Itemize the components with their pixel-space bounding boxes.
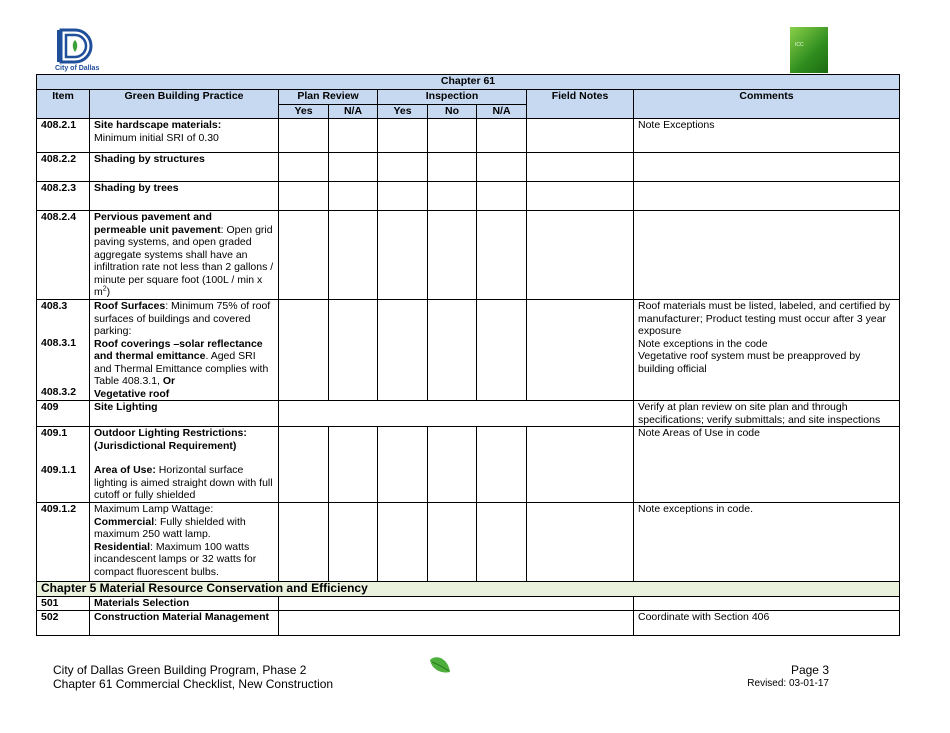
practice-cell: Maximum Lamp Wattage: Commercial: Fully shielded with maximum 250 watt lamp. Residential: Maximum 100 watts incandescent lamps or 32 watts for compact fluorescent bulbs. [90,503,279,582]
col-comments: Comments [634,90,900,119]
item-cell: 502 [37,610,90,635]
chapter-heading: Chapter 61 [37,75,900,90]
table-row [37,427,900,503]
plan-yes-cell[interactable] [279,300,329,401]
field-notes-cell[interactable] [527,182,634,211]
field-notes-cell[interactable] [527,300,634,401]
comments-cell: Note exceptions in code. [634,503,900,582]
practice-cell: Construction Material Management [90,610,279,635]
section-heading: Chapter 5 Material Resource Conservation and Efficiency [37,582,900,597]
col-inspection: Inspection [378,90,527,105]
dallas-d-icon [55,28,95,64]
practice-cell: Materials Selection [90,597,279,611]
comments-cell: Note Exceptions [634,119,900,153]
field-notes-cell[interactable] [527,153,634,182]
insp-no-cell[interactable] [428,427,477,503]
insp-yes-cell[interactable] [378,211,428,300]
comments-cell [634,597,900,611]
checklist-table [36,74,900,636]
insp-no-cell[interactable] [428,503,477,582]
leaf-icon [428,656,452,681]
plan-yes-cell[interactable] [279,153,329,182]
insp-yes-cell[interactable] [378,153,428,182]
footer-program: City of Dallas Green Building Program, Phase 2 [53,663,307,677]
item-cell: 408.3 408.3.1 408.3.2 [37,300,90,401]
footer-checklist: Chapter 61 Commercial Checklist, New Construction [53,677,334,691]
insp-no-cell[interactable] [428,119,477,153]
table-row [37,211,900,300]
merged-status-cell[interactable] [279,610,634,635]
logo-caption: City of Dallas [55,65,100,72]
insp-na-cell[interactable] [477,300,527,401]
merged-status-cell[interactable] [279,597,634,611]
plan-na-cell[interactable] [329,182,378,211]
col-plan-yes: Yes [279,105,329,119]
page-number: Page 3 [790,663,829,677]
plan-yes-cell[interactable] [279,427,329,503]
item-cell: 409 [37,401,90,427]
item-cell: 408.2.2 [37,153,90,182]
comments-cell [634,153,900,182]
insp-na-cell[interactable] [477,503,527,582]
item-cell: 408.2.1 [37,119,90,153]
revised-date: Revised: 03-01-17 [747,678,829,689]
table-row [37,401,900,427]
plan-na-cell[interactable] [329,119,378,153]
insp-yes-cell[interactable] [378,503,428,582]
insp-no-cell[interactable] [428,211,477,300]
comments-cell: Coordinate with Section 406 [634,610,900,635]
insp-no-cell[interactable] [428,153,477,182]
plan-yes-cell[interactable] [279,503,329,582]
item-cell: 409.1 409.1.1 [37,427,90,503]
comments-cell [634,211,900,300]
plan-na-cell[interactable] [329,211,378,300]
section-row [37,582,900,597]
table-row [37,300,900,401]
plan-na-cell[interactable] [329,300,378,401]
insp-na-cell[interactable] [477,211,527,300]
practice-cell: Roof Surfaces: Minimum 75% of roof surfaces of buildings and covered parking: Roof coverings –solar reflectance and thermal emittance. Aged SRI and Thermal Emittance complies with Table 408.3.1, Or Vegetative roof [90,300,279,401]
field-notes-cell[interactable] [527,119,634,153]
col-insp-no: No [428,105,477,119]
icc-badge-label: ICC [795,42,804,48]
insp-na-cell[interactable] [477,182,527,211]
plan-na-cell[interactable] [329,503,378,582]
comments-cell: Roof materials must be listed, labeled, and certified by manufacturer; Product testing must occur after 3 year exposure Note exceptions in the code Vegetative roof system must be preapproved by building official [634,300,900,401]
col-practice: Green Building Practice [90,90,279,119]
insp-yes-cell[interactable] [378,300,428,401]
insp-na-cell[interactable] [477,153,527,182]
insp-na-cell[interactable] [477,427,527,503]
practice-cell: Shading by trees [90,182,279,211]
comments-cell [634,182,900,211]
plan-na-cell[interactable] [329,153,378,182]
insp-yes-cell[interactable] [378,427,428,503]
table-row [37,119,900,153]
plan-na-cell[interactable] [329,427,378,503]
col-plan-na: N/A [329,105,378,119]
insp-no-cell[interactable] [428,300,477,401]
col-item: Item [37,90,90,119]
footer-left [53,663,333,691]
item-cell: 408.2.4 [37,211,90,300]
field-notes-cell[interactable] [527,503,634,582]
table-row [37,610,900,635]
field-notes-cell[interactable] [527,211,634,300]
table-row [37,153,900,182]
footer-right [747,663,829,691]
plan-yes-cell[interactable] [279,119,329,153]
table-row [37,503,900,582]
col-insp-na: N/A [477,105,527,119]
item-cell: 408.2.3 [37,182,90,211]
city-of-dallas-logo [55,28,100,72]
table-row [37,597,900,611]
item-cell: 409.1.2 [37,503,90,582]
col-plan-review: Plan Review [279,90,378,105]
insp-yes-cell[interactable] [378,119,428,153]
practice-cell: Outdoor Lighting Restrictions: (Jurisdictional Requirement) Area of Use: Horizontal surface lighting is aimed straight down with full cutoff or fully shielded [90,427,279,503]
table-row [37,182,900,211]
practice-cell: Site hardscape materials: Minimum initial SRI of 0.30 [90,119,279,153]
col-insp-yes: Yes [378,105,428,119]
practice-cell: Pervious pavement and permeable unit pavement: Open grid paving systems, and open graded aggregate systems shall have an infiltration rate not less than 2 gallons / minute per square foot (100L / min x $m^2$) [90,211,279,300]
field-notes-cell[interactable] [527,427,634,503]
col-field-notes: Field Notes [527,90,634,119]
merged-status-cell[interactable] [279,401,634,427]
practice-cell: Site Lighting [90,401,279,427]
insp-no-cell[interactable] [428,182,477,211]
practice-cell: Shading by structures [90,153,279,182]
item-cell: 501 [37,597,90,611]
plan-yes-cell[interactable] [279,211,329,300]
plan-yes-cell[interactable] [279,182,329,211]
comments-cell: Note Areas of Use in code [634,427,900,503]
icc-badge-icon [790,27,828,73]
insp-yes-cell[interactable] [378,182,428,211]
insp-na-cell[interactable] [477,119,527,153]
comments-cell: Verify at plan review on site plan and through specifications; verify submittals; and site inspections [634,401,900,427]
